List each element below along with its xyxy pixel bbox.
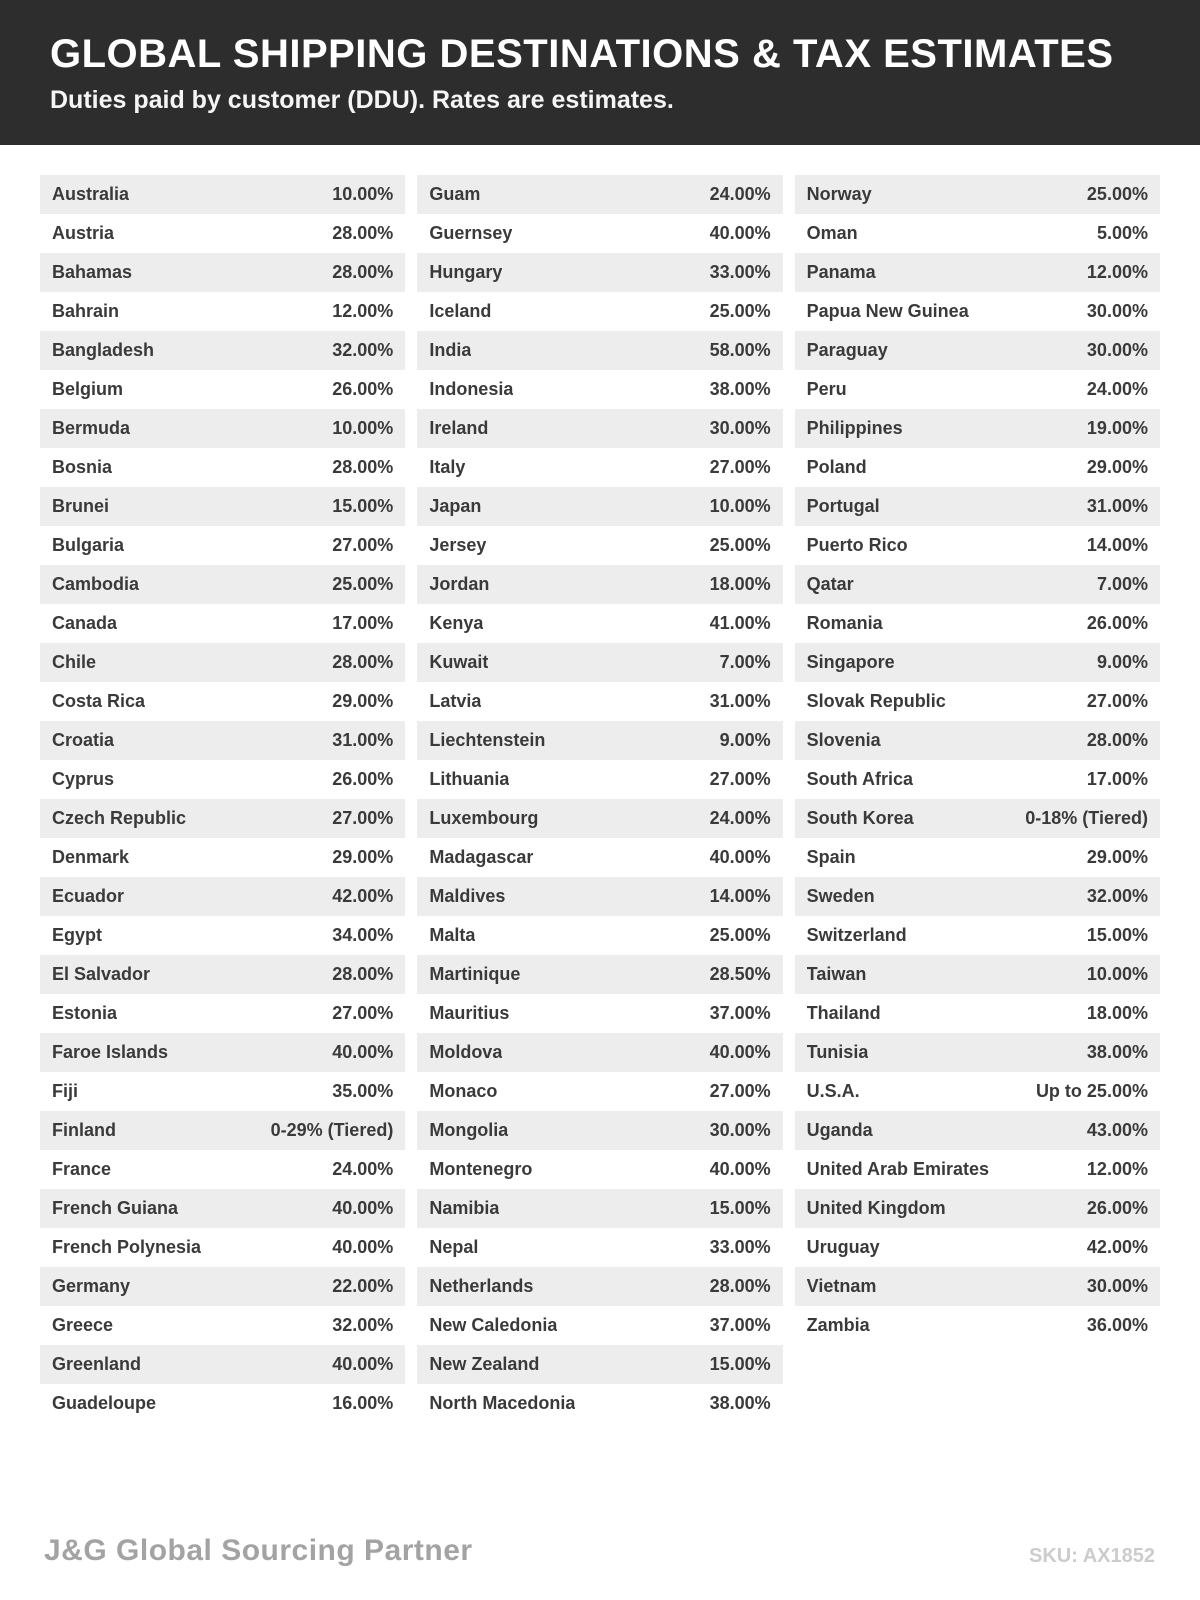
tax-rate: 25.00% — [332, 574, 394, 594]
country-name: Paraguay — [806, 340, 888, 360]
country-name: Bangladesh — [52, 340, 155, 360]
tax-rate: 25.00% — [1086, 184, 1148, 204]
country-name: Chile — [52, 652, 97, 672]
country-name: Germany — [52, 1276, 131, 1296]
tax-rate: 27.00% — [332, 535, 394, 555]
tax-rate: 0-29% (Tiered) — [270, 1120, 394, 1140]
rate-row — [417, 877, 782, 916]
tax-rate: 24.00% — [332, 1159, 394, 1179]
rate-row — [40, 994, 405, 1033]
country-name: Brunei — [52, 496, 110, 516]
rate-row — [417, 1267, 782, 1306]
rate-row — [417, 1189, 782, 1228]
country-name: Mongolia — [429, 1120, 509, 1140]
country-name: Martinique — [429, 964, 521, 984]
tax-rate: 40.00% — [332, 1042, 394, 1062]
country-name: Monaco — [429, 1081, 498, 1101]
tax-rate: 0-18% (Tiered) — [1025, 808, 1148, 828]
tax-rate: 27.00% — [332, 808, 394, 828]
country-name: Greece — [52, 1315, 114, 1335]
rate-row — [417, 682, 782, 721]
rate-row — [795, 1072, 1160, 1111]
rate-row — [795, 565, 1160, 604]
tax-rate: 28.00% — [1086, 730, 1148, 750]
country-name: Nepal — [429, 1237, 479, 1257]
country-name: Moldova — [429, 1042, 503, 1062]
rate-row — [40, 1345, 405, 1384]
country-name: Thailand — [806, 1003, 881, 1023]
tax-rate: 15.00% — [709, 1198, 771, 1218]
country-name: Bahamas — [52, 262, 133, 282]
rate-row — [795, 292, 1160, 331]
rate-row — [417, 214, 782, 253]
rate-row — [417, 721, 782, 760]
tax-rate: 22.00% — [332, 1276, 394, 1296]
tax-rate: 40.00% — [709, 1159, 771, 1179]
tax-rate: 42.00% — [1086, 1237, 1148, 1257]
tax-rate: 30.00% — [1086, 301, 1148, 321]
tax-rate: 15.00% — [709, 1354, 771, 1374]
rate-row — [40, 1150, 405, 1189]
rate-row — [417, 448, 782, 487]
rate-row — [795, 331, 1160, 370]
country-name: Romania — [806, 613, 883, 633]
rate-row — [417, 955, 782, 994]
rate-row — [795, 526, 1160, 565]
country-name: South Korea — [806, 808, 914, 828]
tax-rate: 34.00% — [332, 925, 394, 945]
rate-row — [417, 1345, 782, 1384]
country-name: Guernsey — [429, 223, 513, 243]
country-name: Malta — [429, 925, 476, 945]
tax-rate: 17.00% — [1086, 769, 1148, 789]
rate-row — [795, 760, 1160, 799]
rate-row — [795, 643, 1160, 682]
country-name: Estonia — [52, 1003, 118, 1023]
rate-row — [795, 955, 1160, 994]
rate-row — [417, 760, 782, 799]
tax-rate: 16.00% — [332, 1393, 394, 1413]
country-name: Belgium — [52, 379, 124, 399]
tax-rate: 32.00% — [332, 340, 394, 360]
country-name: Bulgaria — [52, 535, 125, 555]
header-banner — [0, 0, 1200, 145]
rate-row — [795, 1033, 1160, 1072]
tax-rate: 10.00% — [332, 418, 394, 438]
tax-rate: 30.00% — [1086, 340, 1148, 360]
country-name: Maldives — [429, 886, 506, 906]
rate-row — [795, 370, 1160, 409]
country-name: Fiji — [52, 1081, 78, 1101]
tax-rate: 28.50% — [709, 964, 771, 984]
rate-row — [417, 1306, 782, 1345]
country-name: Oman — [806, 223, 858, 243]
tax-rate: 12.00% — [1086, 1159, 1148, 1179]
rate-row — [795, 799, 1160, 838]
rate-row — [40, 916, 405, 955]
tax-rate: 40.00% — [709, 223, 771, 243]
rate-row — [417, 370, 782, 409]
rate-row — [795, 604, 1160, 643]
country-name: Philippines — [806, 418, 903, 438]
tax-rate: 7.00% — [719, 652, 771, 672]
tax-rate: 25.00% — [709, 535, 771, 555]
tax-rate: 27.00% — [1086, 691, 1148, 711]
tax-rate: 43.00% — [1086, 1120, 1148, 1140]
country-name: Greenland — [52, 1354, 142, 1374]
rate-row — [40, 1306, 405, 1345]
country-name: Zambia — [806, 1315, 870, 1335]
tax-rate: 24.00% — [1086, 379, 1148, 399]
tax-rate: 42.00% — [332, 886, 394, 906]
country-name: El Salvador — [52, 964, 151, 984]
tax-rate: 30.00% — [1086, 1276, 1148, 1296]
country-name: Jordan — [429, 574, 490, 594]
rate-row — [40, 409, 405, 448]
country-name: Sweden — [806, 886, 875, 906]
tax-rate: 18.00% — [1086, 1003, 1148, 1023]
country-name: United Arab Emirates — [806, 1159, 990, 1179]
rate-row — [417, 994, 782, 1033]
tax-rate: 28.00% — [332, 652, 394, 672]
country-name: Netherlands — [429, 1276, 534, 1296]
rate-row — [417, 253, 782, 292]
rate-row — [40, 799, 405, 838]
country-name: Ireland — [429, 418, 489, 438]
page-subtitle: Duties paid by customer (DDU). Rates are estimates. — [50, 86, 674, 114]
country-name: Guam — [429, 184, 481, 204]
country-name: Cambodia — [52, 574, 140, 594]
country-name: Canada — [52, 613, 118, 633]
country-name: United Kingdom — [806, 1198, 946, 1218]
country-name: Peru — [806, 379, 847, 399]
rate-row — [795, 1189, 1160, 1228]
rate-row — [795, 1267, 1160, 1306]
tax-rate: 28.00% — [332, 457, 394, 477]
rate-row — [795, 838, 1160, 877]
country-name: Italy — [429, 457, 466, 477]
page-title: GLOBAL SHIPPING DESTINATIONS & TAX ESTIMATES — [50, 32, 1114, 76]
tax-rate: 27.00% — [332, 1003, 394, 1023]
tax-rate: 36.00% — [1086, 1315, 1148, 1335]
rates-column-1 — [40, 175, 405, 1423]
brand-text: J&G Global Sourcing Partner — [44, 1534, 473, 1567]
tax-rate: 9.00% — [1096, 652, 1148, 672]
tax-rate: 25.00% — [709, 301, 771, 321]
rate-row — [795, 916, 1160, 955]
rate-row — [417, 292, 782, 331]
country-name: Kuwait — [429, 652, 489, 672]
country-name: Guadeloupe — [52, 1393, 157, 1413]
rate-row — [417, 526, 782, 565]
tax-rate: 30.00% — [709, 1120, 771, 1140]
footer — [0, 1534, 1200, 1600]
country-name: Uganda — [806, 1120, 873, 1140]
rate-row — [417, 1072, 782, 1111]
tax-rate: 10.00% — [1086, 964, 1148, 984]
tax-rate: 24.00% — [709, 184, 771, 204]
country-name: Spain — [806, 847, 856, 867]
country-name: Ecuador — [52, 886, 125, 906]
rate-row — [795, 409, 1160, 448]
country-name: Luxembourg — [429, 808, 539, 828]
country-name: Hungary — [429, 262, 503, 282]
rate-row — [40, 604, 405, 643]
country-name: Norway — [806, 184, 872, 204]
rate-row — [417, 175, 782, 214]
tax-rate: 32.00% — [1086, 886, 1148, 906]
tax-rate: 41.00% — [709, 613, 771, 633]
tax-rate: 27.00% — [709, 457, 771, 477]
rate-row — [40, 487, 405, 526]
country-name: Singapore — [806, 652, 895, 672]
rate-row — [40, 1189, 405, 1228]
country-name: Papua New Guinea — [806, 301, 969, 321]
rate-row — [40, 292, 405, 331]
tax-rate: 26.00% — [1086, 1198, 1148, 1218]
rate-row — [40, 1384, 405, 1423]
rate-row — [40, 565, 405, 604]
sku-text: SKU: AX1852 — [1029, 1545, 1155, 1567]
tax-rate: 32.00% — [332, 1315, 394, 1335]
tax-rate: 24.00% — [709, 808, 771, 828]
rate-row — [795, 214, 1160, 253]
tax-rate: 58.00% — [709, 340, 771, 360]
rate-row — [40, 1072, 405, 1111]
rate-row — [40, 721, 405, 760]
country-name: Iceland — [429, 301, 492, 321]
rate-row — [40, 643, 405, 682]
country-name: Namibia — [429, 1198, 500, 1218]
country-name: Cyprus — [52, 769, 115, 789]
rate-row — [417, 1228, 782, 1267]
country-name: Qatar — [806, 574, 854, 594]
country-name: Mauritius — [429, 1003, 510, 1023]
country-name: Uruguay — [806, 1237, 880, 1257]
tax-rate: 28.00% — [332, 964, 394, 984]
country-name: Switzerland — [806, 925, 907, 945]
rate-row — [40, 1228, 405, 1267]
rate-row — [40, 175, 405, 214]
tax-rate: 30.00% — [709, 418, 771, 438]
tax-rate: 38.00% — [709, 1393, 771, 1413]
tax-rate: 29.00% — [332, 847, 394, 867]
rate-row — [417, 409, 782, 448]
tax-rate: 12.00% — [1086, 262, 1148, 282]
tax-rate: 26.00% — [1086, 613, 1148, 633]
country-name: Bosnia — [52, 457, 113, 477]
rate-row — [40, 1267, 405, 1306]
tax-rate: 33.00% — [709, 1237, 771, 1257]
tax-rate: 26.00% — [332, 379, 394, 399]
tax-rate: 18.00% — [709, 574, 771, 594]
country-name: India — [429, 340, 472, 360]
country-name: U.S.A. — [806, 1081, 860, 1101]
rate-row — [795, 877, 1160, 916]
tax-rate: 37.00% — [709, 1003, 771, 1023]
rate-row — [417, 1150, 782, 1189]
country-name: Indonesia — [429, 379, 514, 399]
rate-row — [40, 331, 405, 370]
tax-rate: 40.00% — [709, 1042, 771, 1062]
rate-row — [40, 877, 405, 916]
tax-rate: 38.00% — [709, 379, 771, 399]
tax-rate: 27.00% — [709, 1081, 771, 1101]
country-name: Portugal — [806, 496, 880, 516]
country-name: Vietnam — [806, 1276, 877, 1296]
country-name: New Zealand — [429, 1354, 540, 1374]
country-name: Egypt — [52, 925, 103, 945]
country-name: Croatia — [52, 730, 115, 750]
country-name: Slovenia — [806, 730, 881, 750]
country-name: North Macedonia — [429, 1393, 576, 1413]
country-name: Poland — [806, 457, 867, 477]
tax-rate: 31.00% — [709, 691, 771, 711]
country-name: South Africa — [806, 769, 913, 789]
rate-row — [40, 214, 405, 253]
rate-row — [417, 331, 782, 370]
country-name: Bahrain — [52, 301, 120, 321]
tax-rate: 15.00% — [1086, 925, 1148, 945]
rate-row — [795, 721, 1160, 760]
rate-row — [417, 565, 782, 604]
tax-rate: 29.00% — [332, 691, 394, 711]
rate-row — [40, 1111, 405, 1150]
country-name: France — [52, 1159, 112, 1179]
tax-rate: 10.00% — [709, 496, 771, 516]
country-name: Taiwan — [806, 964, 867, 984]
country-name: Japan — [429, 496, 482, 516]
rate-row — [795, 1306, 1160, 1345]
country-name: Jersey — [429, 535, 487, 555]
rate-row — [795, 1111, 1160, 1150]
tax-rate: 28.00% — [332, 262, 394, 282]
rate-row — [40, 838, 405, 877]
country-name: Liechtenstein — [429, 730, 546, 750]
tax-rate: 40.00% — [709, 847, 771, 867]
tax-rate: 14.00% — [709, 886, 771, 906]
rate-row — [417, 1384, 782, 1423]
country-name: Puerto Rico — [806, 535, 908, 555]
tax-rate: 17.00% — [332, 613, 394, 633]
country-name: Latvia — [429, 691, 482, 711]
tax-rate: 25.00% — [709, 925, 771, 945]
rate-row — [795, 175, 1160, 214]
rate-row — [795, 487, 1160, 526]
tax-rate: 29.00% — [1086, 847, 1148, 867]
rate-row — [417, 1111, 782, 1150]
rate-row — [40, 760, 405, 799]
rate-row — [417, 1033, 782, 1072]
tax-rate: 9.00% — [719, 730, 771, 750]
country-name: Panama — [806, 262, 876, 282]
country-name: New Caledonia — [429, 1315, 558, 1335]
tax-rate: 12.00% — [332, 301, 394, 321]
rate-row — [795, 1228, 1160, 1267]
tax-rate: 7.00% — [1096, 574, 1148, 594]
country-name: French Polynesia — [52, 1237, 202, 1257]
tax-rate: Up to 25.00% — [1035, 1081, 1148, 1101]
tax-rate: 33.00% — [709, 262, 771, 282]
tax-rate: 28.00% — [332, 223, 394, 243]
tax-rate: 38.00% — [1086, 1042, 1148, 1062]
tax-rate: 5.00% — [1096, 223, 1148, 243]
tax-rate: 27.00% — [709, 769, 771, 789]
country-name: Madagascar — [429, 847, 534, 867]
rate-row — [795, 1150, 1160, 1189]
country-name: Kenya — [429, 613, 484, 633]
tax-rate: 31.00% — [1086, 496, 1148, 516]
country-name: Tunisia — [806, 1042, 869, 1062]
rate-row — [795, 253, 1160, 292]
rate-row — [795, 682, 1160, 721]
tax-rate: 35.00% — [332, 1081, 394, 1101]
country-name: French Guiana — [52, 1198, 179, 1218]
tax-rate: 26.00% — [332, 769, 394, 789]
rate-row — [795, 994, 1160, 1033]
tax-rate: 10.00% — [332, 184, 394, 204]
tax-rate: 29.00% — [1086, 457, 1148, 477]
rate-row — [417, 799, 782, 838]
country-name: Austria — [52, 223, 115, 243]
country-name: Finland — [52, 1120, 116, 1140]
tax-rate: 40.00% — [332, 1354, 394, 1374]
tax-rate: 14.00% — [1086, 535, 1148, 555]
country-name: Slovak Republic — [806, 691, 946, 711]
tax-rate: 31.00% — [332, 730, 394, 750]
country-name: Costa Rica — [52, 691, 146, 711]
tax-rate: 40.00% — [332, 1237, 394, 1257]
rate-row — [795, 448, 1160, 487]
country-name: Faroe Islands — [52, 1042, 169, 1062]
rate-row — [40, 526, 405, 565]
tax-rate: 19.00% — [1086, 418, 1148, 438]
rate-row — [417, 643, 782, 682]
rate-row — [40, 682, 405, 721]
rate-row — [40, 253, 405, 292]
rate-row — [40, 448, 405, 487]
country-name: Bermuda — [52, 418, 131, 438]
rate-row — [417, 916, 782, 955]
country-name: Lithuania — [429, 769, 510, 789]
tax-rate: 28.00% — [709, 1276, 771, 1296]
country-name: Czech Republic — [52, 808, 187, 828]
tax-rate: 40.00% — [332, 1198, 394, 1218]
rates-column-3 — [795, 175, 1160, 1423]
country-name: Denmark — [52, 847, 130, 867]
rate-row — [40, 955, 405, 994]
rates-column-2 — [417, 175, 782, 1423]
tax-rate: 37.00% — [709, 1315, 771, 1335]
rate-row — [40, 1033, 405, 1072]
tax-rate: 15.00% — [332, 496, 394, 516]
rate-row — [40, 370, 405, 409]
country-name: Montenegro — [429, 1159, 533, 1179]
rate-row — [417, 604, 782, 643]
rates-table — [0, 175, 1200, 1423]
rate-row — [417, 487, 782, 526]
rate-row — [417, 838, 782, 877]
country-name: Australia — [52, 184, 130, 204]
